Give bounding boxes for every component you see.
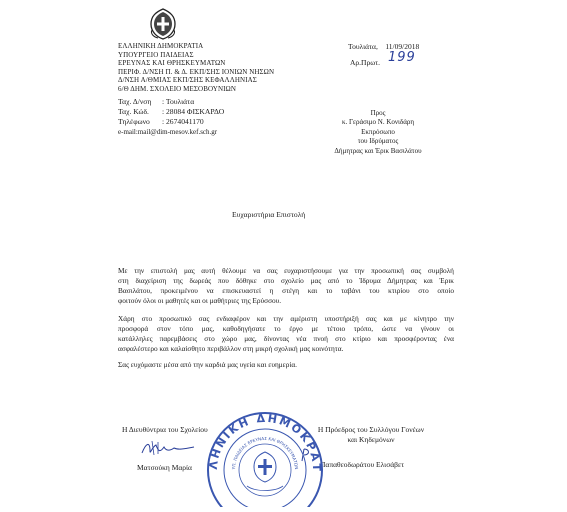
left-signature-icon [138, 437, 198, 459]
right-title-line: και Κηδεμόνων [347, 434, 395, 444]
recipient-block [318, 109, 438, 156]
letterhead [118, 42, 274, 93]
body-line: Βασιλάτου, προκειμένου να επισκευαστεί η στέγη και το ταβάνι του κτιρίου στο οποίο [118, 286, 454, 295]
recipient-line: κ. Γεράσιμο Ν. Κονιδάρη [341, 118, 415, 127]
contact-label: Ταχ. Δ/νση [118, 97, 152, 106]
recipient-line: του Ιδρύματος [357, 137, 399, 146]
recipient-line: Δήμητρας και Έρικ Βασιλάτου [334, 146, 422, 155]
body-line: ασφαλέστερο και καλαίσθητο περιβάλλον στη μικρή σχολική μας κοινότητα. [118, 344, 344, 353]
letterhead-line: ΠΕΡΙΦ. Δ/ΝΣΗ Π. & Δ. ΕΚΠ/ΣΗΣ ΙΟΝΙΩΝ ΝΗΣΩΝ [118, 67, 275, 76]
body-line: Σας ευχόμαστε μέσα από την καρδιά μας υγεία και ευημερία. [118, 360, 297, 369]
contact-value: : 2674041170 [162, 117, 204, 126]
protocol-label: Αρ.Πρωτ. [350, 58, 381, 67]
contact-label: Τηλέφωνο [118, 117, 150, 126]
stamp-inner-text: ΥΠ. ΠΑΙΔΕΙΑΣ ΕΡΕΥΝΑΣ ΚΑΙ ΘΡΗΣΚΕΥΜΑΤΩΝ [230, 435, 300, 470]
letterhead-line: Δ/ΝΣΗ Α/ΘΜΙΑΣ ΕΚΠ/ΣΗΣ ΚΕΦΑΛΛΗΝΙΑΣ [118, 76, 257, 84]
contact-block [118, 97, 224, 137]
body-paragraph-1 [118, 266, 454, 306]
contact-value: : 28084 ΦΙΣΚΑΡΔΟ [162, 107, 225, 116]
body-line: κατάλληλες παρεμβάσεις στο χώρο μας, δίνοντας νέα πνοή στο κτίριο και προσφέροντας ένα [118, 334, 454, 343]
subject-title: Ευχαριστήρια Επιστολή [232, 210, 306, 219]
contact-email[interactable]: e-mail:mail@dim-mesov.kef.sch.gr [118, 128, 218, 136]
recipient-line: Προς [370, 109, 386, 117]
contact-row-postcode [118, 107, 224, 117]
body-line: Χάρη στο προσωπικό σας ενδιαφέρον και την αμέριστη υποστήριξή σας και με κίνητρο την [118, 314, 454, 323]
letterhead-line: ΥΠΟΥΡΓΕΙΟ ΠΑΙΔΕΙΑΣ [118, 50, 194, 59]
contact-value: : Τουλιάτα [162, 97, 195, 106]
body-paragraph-2 [118, 314, 454, 354]
letterhead-line: ΕΛΛΗΝΙΚΗ ΔΗΜΟΚΡΑΤΙΑ [118, 42, 204, 50]
contact-label: Ταχ. Κώδ. [118, 107, 149, 116]
left-signatory-title: Η Διευθύντρια του Σχολείου [122, 425, 208, 434]
stamp-outer-text: ΛΗΝΙΚΗ ΔΗΜΟΚΡΑΤ [206, 412, 324, 474]
letterhead-line: ΕΡΕΥΝΑΣ ΚΑΙ ΘΡΗΣΚΕΥΜΑΤΩΝ [118, 59, 226, 67]
body-line: Με την επιστολή μας αυτή θέλουμε να σας ευχαριστήσουμε για την προσωπική σας συμβολή [118, 266, 454, 275]
recipient-line: Εκπρόσωπο [361, 127, 395, 136]
place-date: Τουλιάτα, 11/09/2018 [348, 42, 420, 51]
official-stamp-icon [205, 412, 325, 507]
letterhead-line: 6/Θ ΔΗΜ. ΣΧΟΛΕΙΟ ΜΕΣΟΒΟΥΝΙΩΝ [118, 84, 236, 93]
protocol-number: 199 [388, 50, 416, 65]
right-signatory-name: Παπαθεοδωράτου Ελισάβετ [320, 460, 405, 469]
body-paragraph-3 [118, 360, 454, 370]
contact-row-address [118, 97, 224, 107]
greek-emblem-icon [148, 8, 178, 40]
body-line: προσφορά στον τόπο μας, καθοδηγήσατε το έργο με τέτοιο τρόπο, ώστε να γίνουν οι [118, 324, 454, 333]
contact-row-phone [118, 117, 224, 127]
body-line: φοιτούν όλοι οι μαθητές και οι μαθήτριες της Ερύσσου. [118, 296, 282, 305]
body-line: στη διαχείριση της δωρεάς που δόθηκε στο σχολείο μας από το Ίδρυμα Δήμητρας και Έρικ [118, 276, 454, 285]
left-signatory-name: Ματσούκη Μαρία [137, 463, 192, 472]
right-title-line: Η Πρόεδρος του Συλλόγου Γονέων [317, 425, 425, 434]
